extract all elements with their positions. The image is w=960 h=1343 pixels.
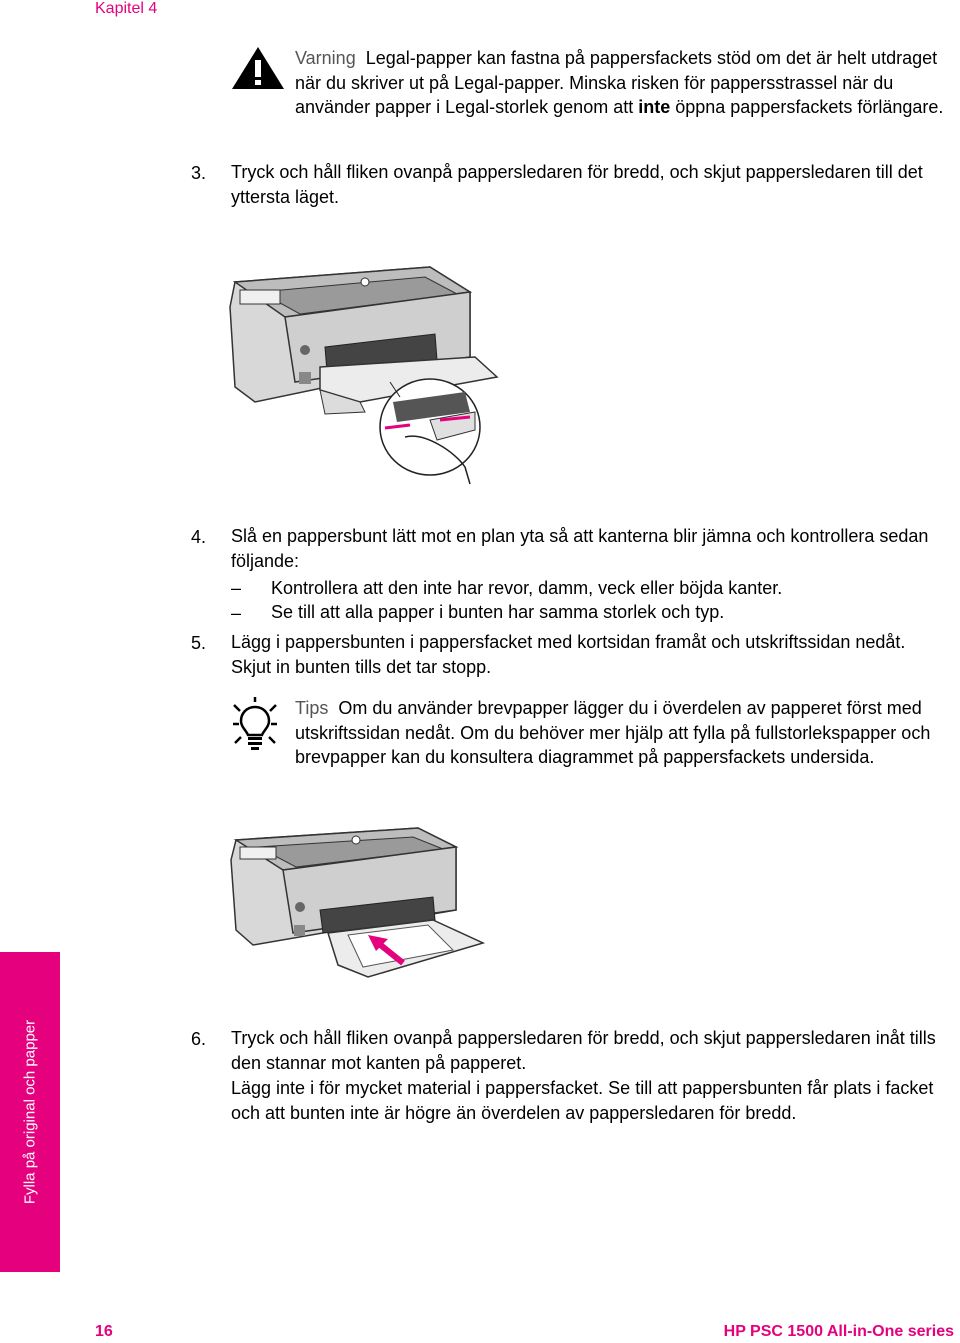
lightbulb-icon [232,697,278,753]
step-number: 4. [191,527,207,547]
chapter-side-tab [0,952,60,1272]
tip-label: Tips [295,698,329,718]
list-item: Kontrollera att den inte har revor, damm, veck eller böjda kanter. [271,578,783,598]
step-number: 5. [191,633,207,653]
step-text-extra: Lägg inte i för mycket material i pappersfacket. Se till att pappersbunten får plats i facket och att bunten inte är högre än överdelen av pappersledaren för bredd. [231,1078,934,1123]
bullet-dash: – [231,603,242,623]
product-name: HP PSC 1500 All-in-One series [723,1323,954,1340]
warning-text: Legal-papper kan fastna på pappersfackets stöd om det är helt utdraget när du skriver ut på Legal-papper. Minska risken för pappersstrassel när du använder papper i Legal-storlek genom att [295,48,938,117]
chapter-header: Kapitel 4 [95,0,158,17]
step-text: Lägg i pappersbunten i pappersfacket med kortsidan framåt och utskriftssidan nedåt. Skjut in bunten tills det tar stopp. [231,632,906,677]
warning-emphasis: inte [638,97,671,117]
printer-illustration-tray-extended [225,262,515,490]
page-number: 16 [95,1323,113,1340]
step-text: Slå en pappersbunt lätt mot en plan yta så att kanterna blir jämna och kontrollera sedan följande: [231,526,929,571]
tip-text: Om du använder brevpapper lägger du i överdelen av papperet först med utskriftssidan nedåt. Om du behöver mer hjälp att fylla på fullstorlekspapper och brevpapper kan du konsultera diagrammet på pappersfackets undersida. [295,698,931,767]
step-number: 3. [191,163,207,183]
step-number: 6. [191,1029,207,1049]
warning-triangle-icon [229,44,287,92]
step-text: Tryck och håll fliken ovanpå pappersledaren för bredd, och skjut pappersledaren till det yttersta läget. [231,162,923,207]
tip-block [295,696,955,770]
warning-text-end: öppna pappersfackets förlängare. [670,97,944,117]
list-item: Se till att alla papper i bunten har samma storlek och typ. [271,602,725,622]
printer-illustration-paper-loaded [228,825,490,987]
step-text: Tryck och håll fliken ovanpå pappersledaren för bredd, och skjut pappersledaren inåt tills den stannar mot kanten på papperet. [231,1028,936,1073]
warning-label: Varning [295,48,356,68]
warning-block [295,46,945,120]
bullet-dash: – [231,578,242,598]
side-tab-label: Fylla på original och papper [21,1019,39,1205]
